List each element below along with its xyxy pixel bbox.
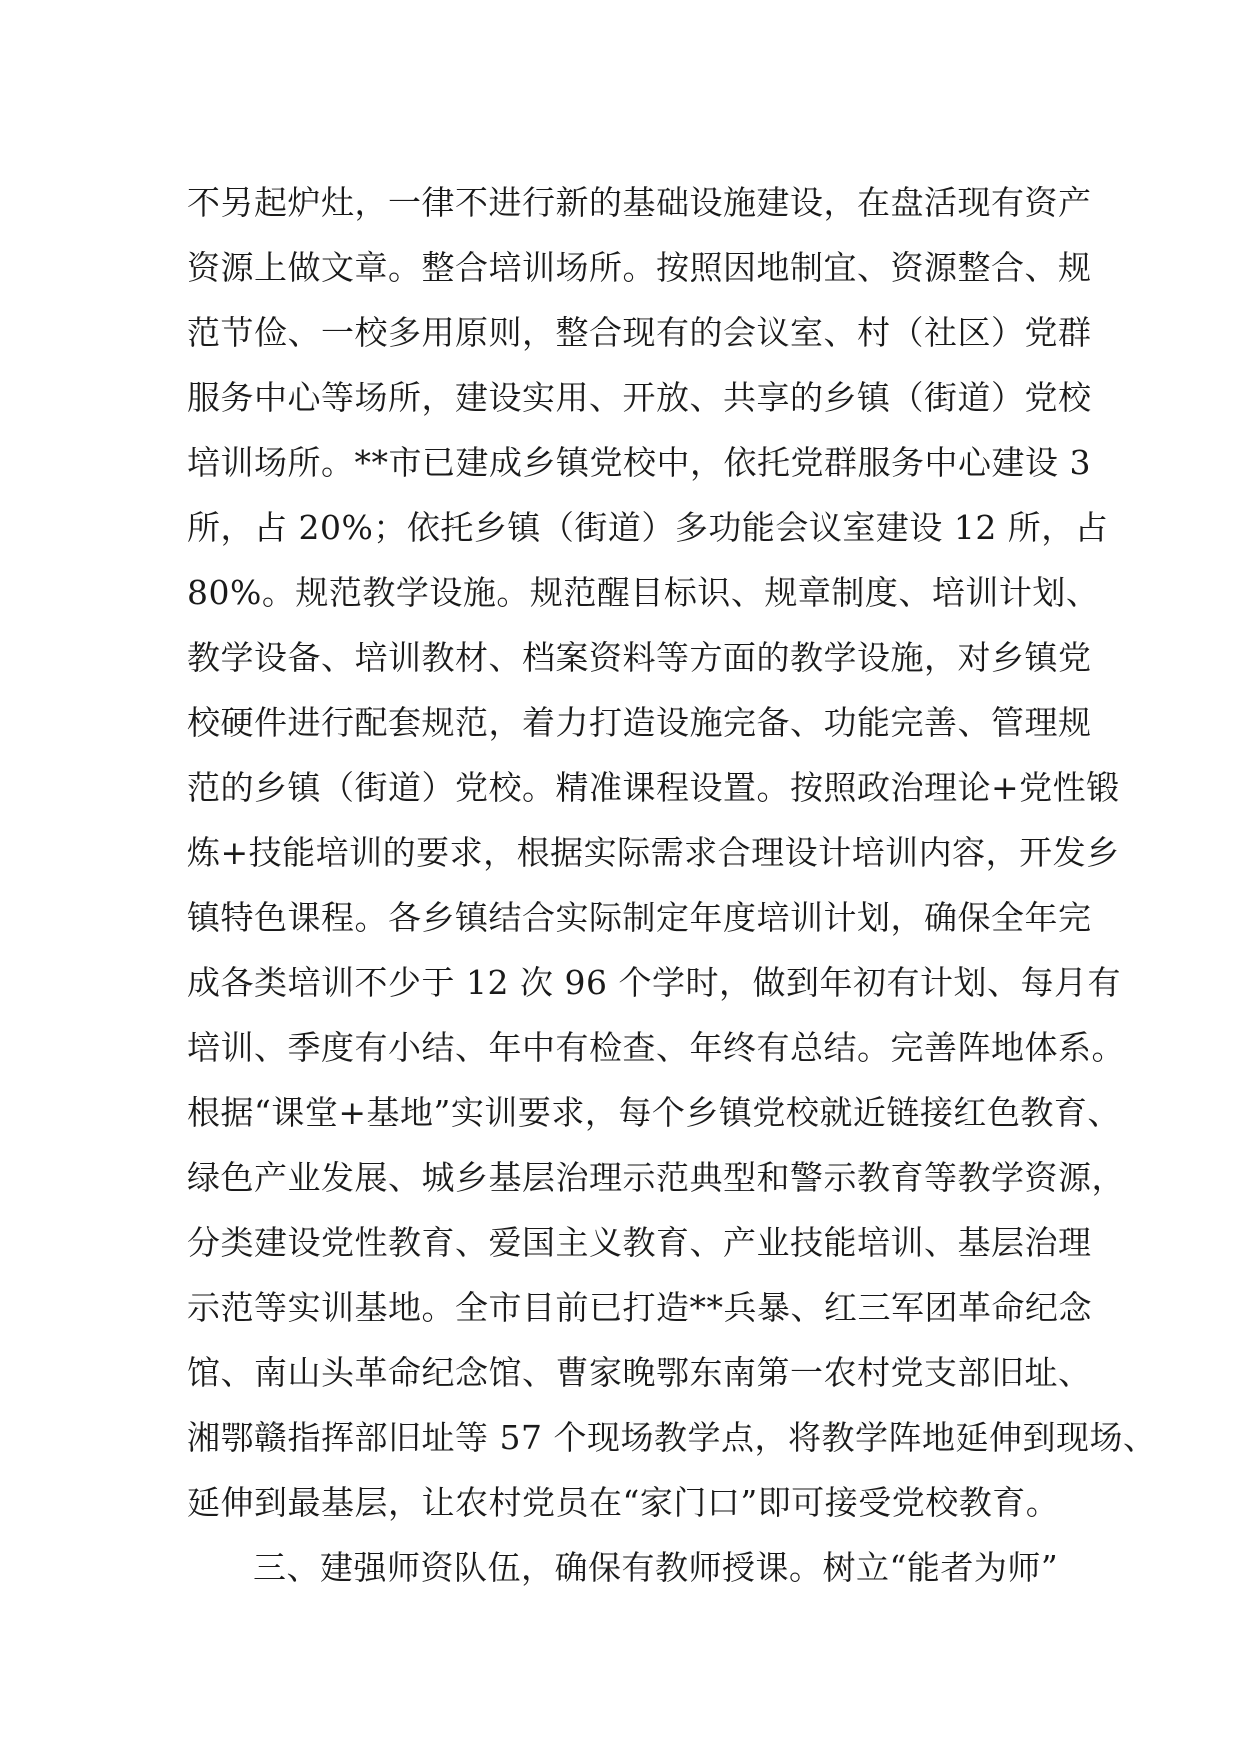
text-line-16: 绿色产业发展、城乡基层治理示范典型和警示教育等教学资源， (187, 1158, 1125, 1197)
text-line-7: 80%。规范教学设施。规范醒目标识、规章制度、培训计划、 (187, 573, 1100, 612)
text-line-12: 镇特色课程。各乡镇结合实际制定年度培训计划，确保全年完 (187, 898, 1092, 937)
text-line-5: 培训场所。**市已建成乡镇党校中，依托党群服务中心建设 3 (187, 443, 1091, 482)
text-line-11: 炼+技能培训的要求，根据实际需求合理设计培训内容，开发乡 (187, 833, 1120, 872)
section-heading-line: 三、建强师资队伍，确保有教师授课。树立“能者为师” (253, 1548, 1059, 1587)
text-line-1: 不另起炉灶，一律不进行新的基础设施建设，在盘活现有资产 (187, 183, 1092, 222)
text-line-18: 示范等实训基地。全市目前已打造**兵暴、红三军团革命纪念 (187, 1288, 1092, 1327)
text-line-2: 资源上做文章。整合培训场所。按照因地制宜、资源整合、规 (187, 248, 1092, 287)
text-line-3: 范节俭、一校多用原则，整合现有的会议室、村（社区）党群 (187, 313, 1092, 352)
text-line-4: 服务中心等场所，建设实用、开放、共享的乡镇（街道）党校 (187, 378, 1092, 417)
text-line-9: 校硬件进行配套规范，着力打造设施完备、功能完善、管理规 (187, 703, 1092, 742)
body-text (187, 170, 1157, 1600)
text-line-10: 范的乡镇（街道）党校。精准课程设置。按照政治理论+党性锻 (187, 768, 1120, 807)
text-line-20: 湘鄂赣指挥部旧址等 57 个现场教学点，将教学阵地延伸到现场、 (187, 1418, 1157, 1457)
text-line-19: 馆、南山头革命纪念馆、曹家晚鄂东南第一农村党支部旧址、 (187, 1353, 1092, 1392)
text-line-14: 培训、季度有小结、年中有检查、年终有总结。完善阵地体系。 (187, 1028, 1125, 1067)
text-line-21: 延伸到最基层，让农村党员在“家门口”即可接受党校教育。 (187, 1483, 1060, 1522)
text-line-6: 所，占 20%；依托乡镇（街道）多功能会议室建设 12 所，占 (187, 508, 1109, 547)
text-line-13: 成各类培训不少于 12 次 96 个学时，做到年初有计划、每月有 (187, 963, 1121, 1002)
text-line-15: 根据“课堂+基地”实训要求，每个乡镇党校就近链接红色教育、 (187, 1093, 1121, 1132)
text-line-8: 教学设备、培训教材、档案资料等方面的教学设施，对乡镇党 (187, 638, 1092, 677)
text-line-17: 分类建设党性教育、爱国主义教育、产业技能培训、基层治理 (187, 1223, 1092, 1262)
